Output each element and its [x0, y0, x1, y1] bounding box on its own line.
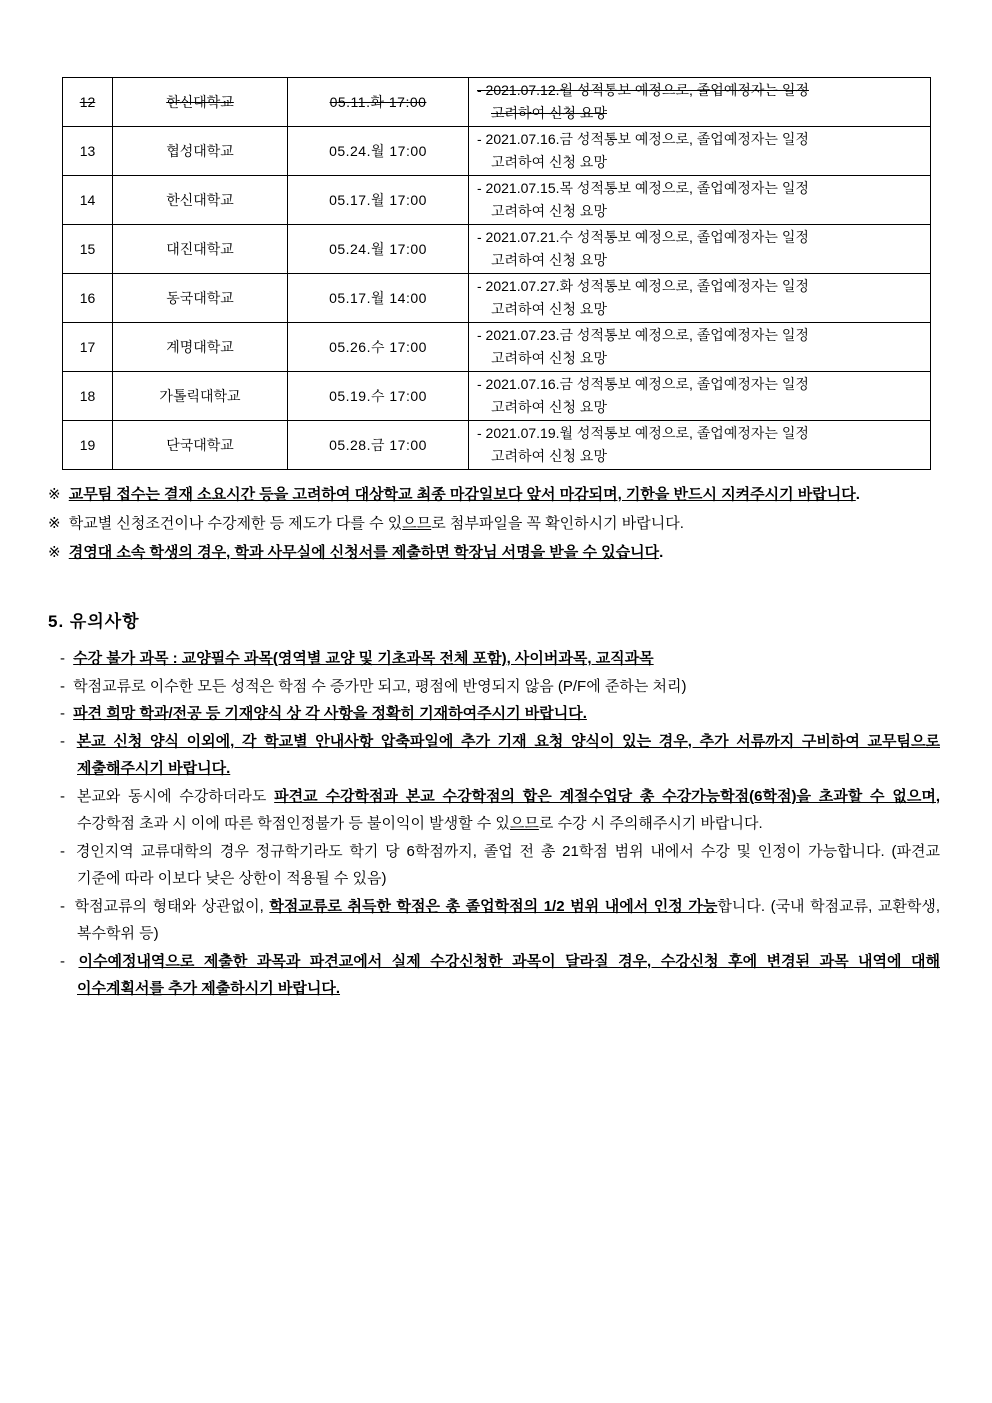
row-number-cell: 12 — [63, 78, 113, 127]
text-segment: 학점교류로 취득한 학점은 총 졸업학점의 1/2 범위 내에서 인정 가능 — [269, 897, 718, 915]
text-segment: 학교별 신청조건이나 수강제한 등 제도가 다를 수 있 — [68, 515, 403, 532]
note-line-1: - 2021.07.23.금 성적통보 예정으로, 졸업예정자는 일정 — [477, 327, 809, 343]
note-cell — [469, 274, 931, 323]
table-row — [63, 176, 931, 225]
row-number-cell: 14 — [63, 176, 113, 225]
footnote — [48, 509, 942, 538]
row-number-cell: 16 — [63, 274, 113, 323]
note-cell — [469, 127, 931, 176]
text-segment: 수강 불가 과목 : 교양필수 과목(영역별 교양 및 기초과목 전체 포함), 사이버과목, 교직과목 — [73, 650, 654, 667]
notice-item — [60, 645, 940, 673]
dash-bullet: - — [60, 787, 77, 805]
notice-item — [60, 948, 940, 1003]
text-segment: 이수예정내역으로 제출한 과목과 파견교에서 실제 수강신청한 과목이 달라질 경우, 수강신청 후에 변경된 과목 내역에 대해 이수계획서를 추가 제출하시기 바랍니다. — [77, 952, 940, 997]
footnote — [48, 538, 942, 567]
note-line-2: 고려하여 신청 요망 — [491, 350, 607, 366]
dash-bullet: - — [60, 842, 76, 860]
university-cell: 계명대학교 — [113, 323, 288, 372]
note-line-2: 고려하여 신청 요망 — [491, 301, 607, 317]
notice-item — [60, 783, 940, 838]
note-cell — [469, 421, 931, 470]
note-line-1: - 2021.07.16.금 성적통보 예정으로, 졸업예정자는 일정 — [477, 131, 809, 147]
dash-bullet: - — [60, 732, 77, 750]
note-line-1: - 2021.07.16.금 성적통보 예정으로, 졸업예정자는 일정 — [477, 376, 809, 392]
text-segment: 학점교류의 형태와 상관없이, — [74, 897, 270, 915]
notice-item — [60, 728, 940, 783]
deadline-cell: 05.11.화 17:00 — [288, 78, 469, 127]
notice-item — [60, 700, 940, 728]
row-number-cell: 15 — [63, 225, 113, 274]
reference-mark: ※ — [48, 486, 69, 503]
row-number-cell: 19 — [63, 421, 113, 470]
note-cell — [469, 323, 931, 372]
notice-item-list — [48, 645, 942, 1003]
text-segment: 경인지역 교류대학의 경우 정규학기라도 학기 당 6학점까지, 졸업 전 총 21학점 범위 내에서 수강 및 인정이 가능합니다. (파견교 기준에 따라 이보다 낮은 상한이 적용될 수 있음) — [75, 842, 940, 887]
note-line-1: - 2021.07.19.월 성적통보 예정으로, 졸업예정자는 일정 — [477, 425, 809, 441]
note-cell — [469, 78, 931, 127]
row-number-cell: 18 — [63, 372, 113, 421]
university-cell: 협성대학교 — [113, 127, 288, 176]
university-cell: 한신대학교 — [113, 78, 288, 127]
university-cell: 대진대학교 — [113, 225, 288, 274]
university-cell: 단국대학교 — [113, 421, 288, 470]
table-row — [63, 127, 931, 176]
deadline-cell: 05.19.수 17:00 — [288, 372, 469, 421]
text-segment: 교무팀 접수는 결재 소요시간 등을 고려하여 대상학교 최종 마감일보다 앞서 마감되며, 기한을 반드시 지켜주시기 바랍니다 — [68, 486, 856, 503]
table-row — [63, 274, 931, 323]
text-segment: 로 수강 시 주의해주시기 바랍니다. — [538, 815, 763, 832]
text-segment: 수강학점 초과 시 이에 따른 학점인정불가 등 불이익이 발생할 수 있 — [77, 815, 510, 832]
note-line-1: - 2021.07.12.월 성적통보 예정으로, 졸업예정자는 일정 — [477, 82, 809, 98]
notice-item — [60, 838, 940, 893]
section-5-title: 5. 유의사항 — [48, 612, 140, 631]
table-footnotes — [48, 480, 942, 567]
university-cell: 가톨릭대학교 — [113, 372, 288, 421]
row-number-cell: 13 — [63, 127, 113, 176]
deadline-cell: 05.24.월 17:00 — [288, 127, 469, 176]
table-row — [63, 372, 931, 421]
note-line-2: 고려하여 신청 요망 — [491, 399, 607, 415]
text-segment: 합니다. (국내 학점교류, 교환학생, 복수학위 등) — [77, 897, 940, 942]
note-cell — [469, 372, 931, 421]
deadline-cell: 05.26.수 17:00 — [288, 323, 469, 372]
university-deadline-table-body — [63, 78, 931, 470]
note-line-2: 고려하여 신청 요망 — [491, 154, 607, 170]
deadline-cell: 05.28.금 17:00 — [288, 421, 469, 470]
note-line-1: - 2021.07.27.화 성적통보 예정으로, 졸업예정자는 일정 — [477, 278, 809, 294]
reference-mark: ※ — [48, 515, 69, 532]
table-row — [63, 225, 931, 274]
dash-bullet: - — [60, 952, 79, 970]
table-row — [63, 421, 931, 470]
note-line-2: 고려하여 신청 요망 — [491, 105, 607, 121]
note-line-1: - 2021.07.21.수 성적통보 예정으로, 졸업예정자는 일정 — [477, 229, 809, 245]
note-line-2: 고려하여 신청 요망 — [491, 252, 607, 268]
reference-mark: ※ — [48, 544, 69, 561]
notice-item — [60, 893, 940, 948]
dash-bullet: - — [60, 705, 74, 722]
text-segment: 학점교류로 이수한 모든 성적은 학점 수 증가만 되고, 평점에 반영되지 않음 (P/F에 준하는 처리) — [73, 677, 687, 695]
deadline-cell: 05.24.월 17:00 — [288, 225, 469, 274]
text-segment: 경영대 소속 학생의 경우, 학과 사무실에 신청서를 제출하면 학장님 서명을 받을 수 있습니다 — [68, 544, 660, 561]
text-segment: 본교와 동시에 수강하더라도 — [76, 787, 275, 805]
note-line-1: - 2021.07.15.목 성적통보 예정으로, 졸업예정자는 일정 — [477, 180, 809, 196]
university-cell: 동국대학교 — [113, 274, 288, 323]
university-cell: 한신대학교 — [113, 176, 288, 225]
text-segment: . — [659, 544, 664, 561]
text-segment: 본교 신청 양식 이외에, 각 학교별 안내사항 압축파일에 추가 기재 요청 양식이 있는 경우, 추가 서류까지 구비하여 교무팀으로 제출해주시기 바랍니다. — [76, 732, 940, 777]
footnote — [48, 480, 942, 509]
dash-bullet: - — [60, 677, 74, 695]
text-segment: 으므 — [509, 815, 539, 832]
dash-bullet: - — [60, 650, 74, 667]
university-deadline-table — [62, 77, 931, 470]
text-segment: 파견 희망 학과/전공 등 기재양식 상 각 사항을 정확히 기재하여주시기 바랍니다. — [73, 705, 587, 722]
note-line-2: 고려하여 신청 요망 — [491, 448, 607, 464]
row-number-cell: 17 — [63, 323, 113, 372]
note-line-2: 고려하여 신청 요망 — [491, 203, 607, 219]
deadline-cell: 05.17.월 14:00 — [288, 274, 469, 323]
text-segment: 으므 — [402, 515, 432, 532]
notice-item — [60, 673, 940, 701]
note-cell — [469, 225, 931, 274]
text-segment: 파견교 수강학점과 본교 수강학점의 합은 계절수업당 총 수강가능학점(6학점)을 초과할 수 없으며, — [274, 787, 940, 805]
text-segment: . — [855, 486, 860, 503]
deadline-cell: 05.17.월 17:00 — [288, 176, 469, 225]
dash-bullet: - — [60, 897, 75, 915]
table-row — [63, 78, 931, 127]
note-cell — [469, 176, 931, 225]
text-segment: 로 첨부파일을 꼭 확인하시기 바랍니다. — [431, 515, 684, 532]
table-row — [63, 323, 931, 372]
